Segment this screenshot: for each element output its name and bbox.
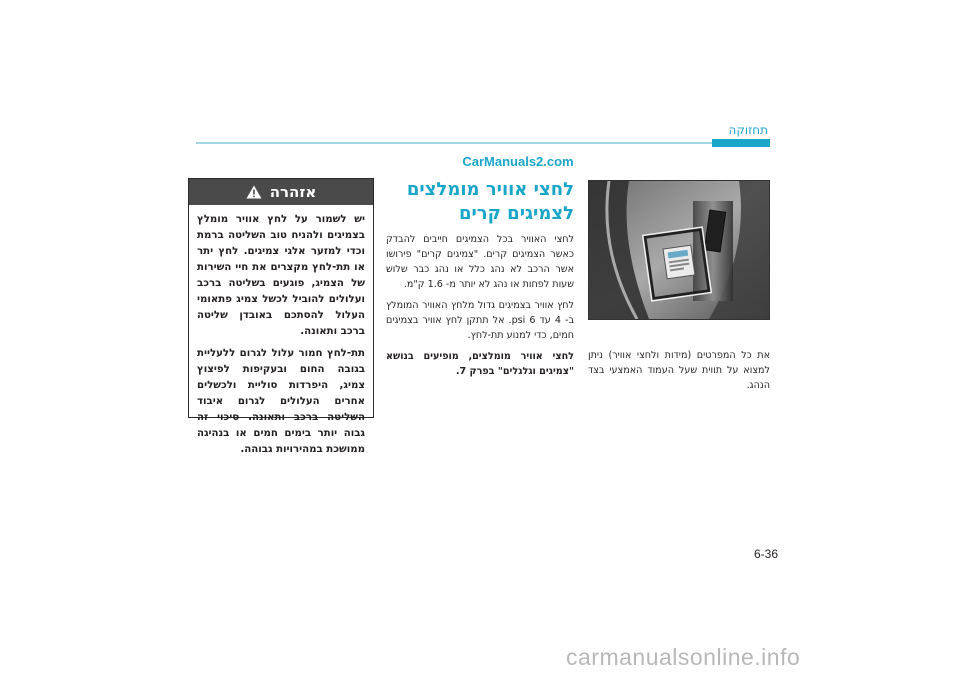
body-paragraph-1: לחצי האוויר בכל הצמיגים חייבים להבדק כאשר הצמיגים קרים. "צמיגים קרים" פירושו אשר הרכב לא נהג כלל או נהג כבר שלוש שעות לפחות או נהג לא יותר מ- 1.6 ק"מ.	[386, 234, 574, 290]
section-label: תחזוקה	[728, 123, 768, 137]
header-tab	[712, 139, 770, 147]
watermark-bottom: carmanualsonline.info	[566, 644, 801, 670]
photo-caption: OLF084007N	[722, 310, 765, 317]
warning-title: אזהרה	[269, 183, 317, 201]
body-paragraph-2: לחץ אוויר בצמיגים גדול מלחץ האוויר המומלץ ב- 4 עד 6 psi. אל תתקן לחץ אוויר בצמיגים חמים, כדי למנוע תת-לחץ.	[386, 300, 574, 341]
warning-triangle-icon	[246, 185, 262, 199]
warning-paragraph-2: תת-לחץ חמור עלול לגרום ללעליית בגובה החום ובעקיפות לפיצוץ צמיג, היפרדות סוליית ולכשלים אחרים העלולים לגרום איבוד השליטה ברכב ותאונה. סיכוי זה גבוה יותר בימים חמים או בנהיגה ממושכת במהירויות גבוהה.	[197, 348, 365, 455]
warning-box	[188, 178, 374, 455]
label-location-text	[588, 348, 770, 393]
section-title: לחצי אוויר מומלצים לצמיגים קרים	[406, 179, 574, 224]
body-paragraph-3: לחצי אוויר מומלצים, מופיעים בנושא "צמיגים וגלגלים" בפרק 7.	[386, 351, 574, 377]
warning-header	[189, 179, 373, 205]
warning-body	[189, 205, 373, 458]
header-rule	[196, 142, 768, 144]
warning-paragraph-1: יש לשמור על לחץ אוויר מומלץ בצמיגים ולהניח טוב השליטה ברמת וכדי למזער אלגי צמיגים. לחץ יתר או תת-לחץ מקצרים את חיי השירות של הצמיג, פוגעים בשליטה ברכב ועלולים להוביל לכשל צמיג פתאומי העלול להסתכם באובדן שליטה ברכב ותאונה.	[197, 214, 365, 337]
tire-label-illustration	[589, 181, 769, 319]
tire-pressure-section	[386, 178, 574, 385]
page-number: 6-36	[754, 547, 779, 561]
label-location-paragraph: את כל המפרטים (מידות ולחצי אוויר) ניתן למצוא על תווית שעל העמוד האמצעי בצד הנהג.	[588, 350, 770, 391]
watermark-top: CarManuals2.com	[462, 154, 574, 169]
door-pillar-photo	[588, 180, 770, 320]
